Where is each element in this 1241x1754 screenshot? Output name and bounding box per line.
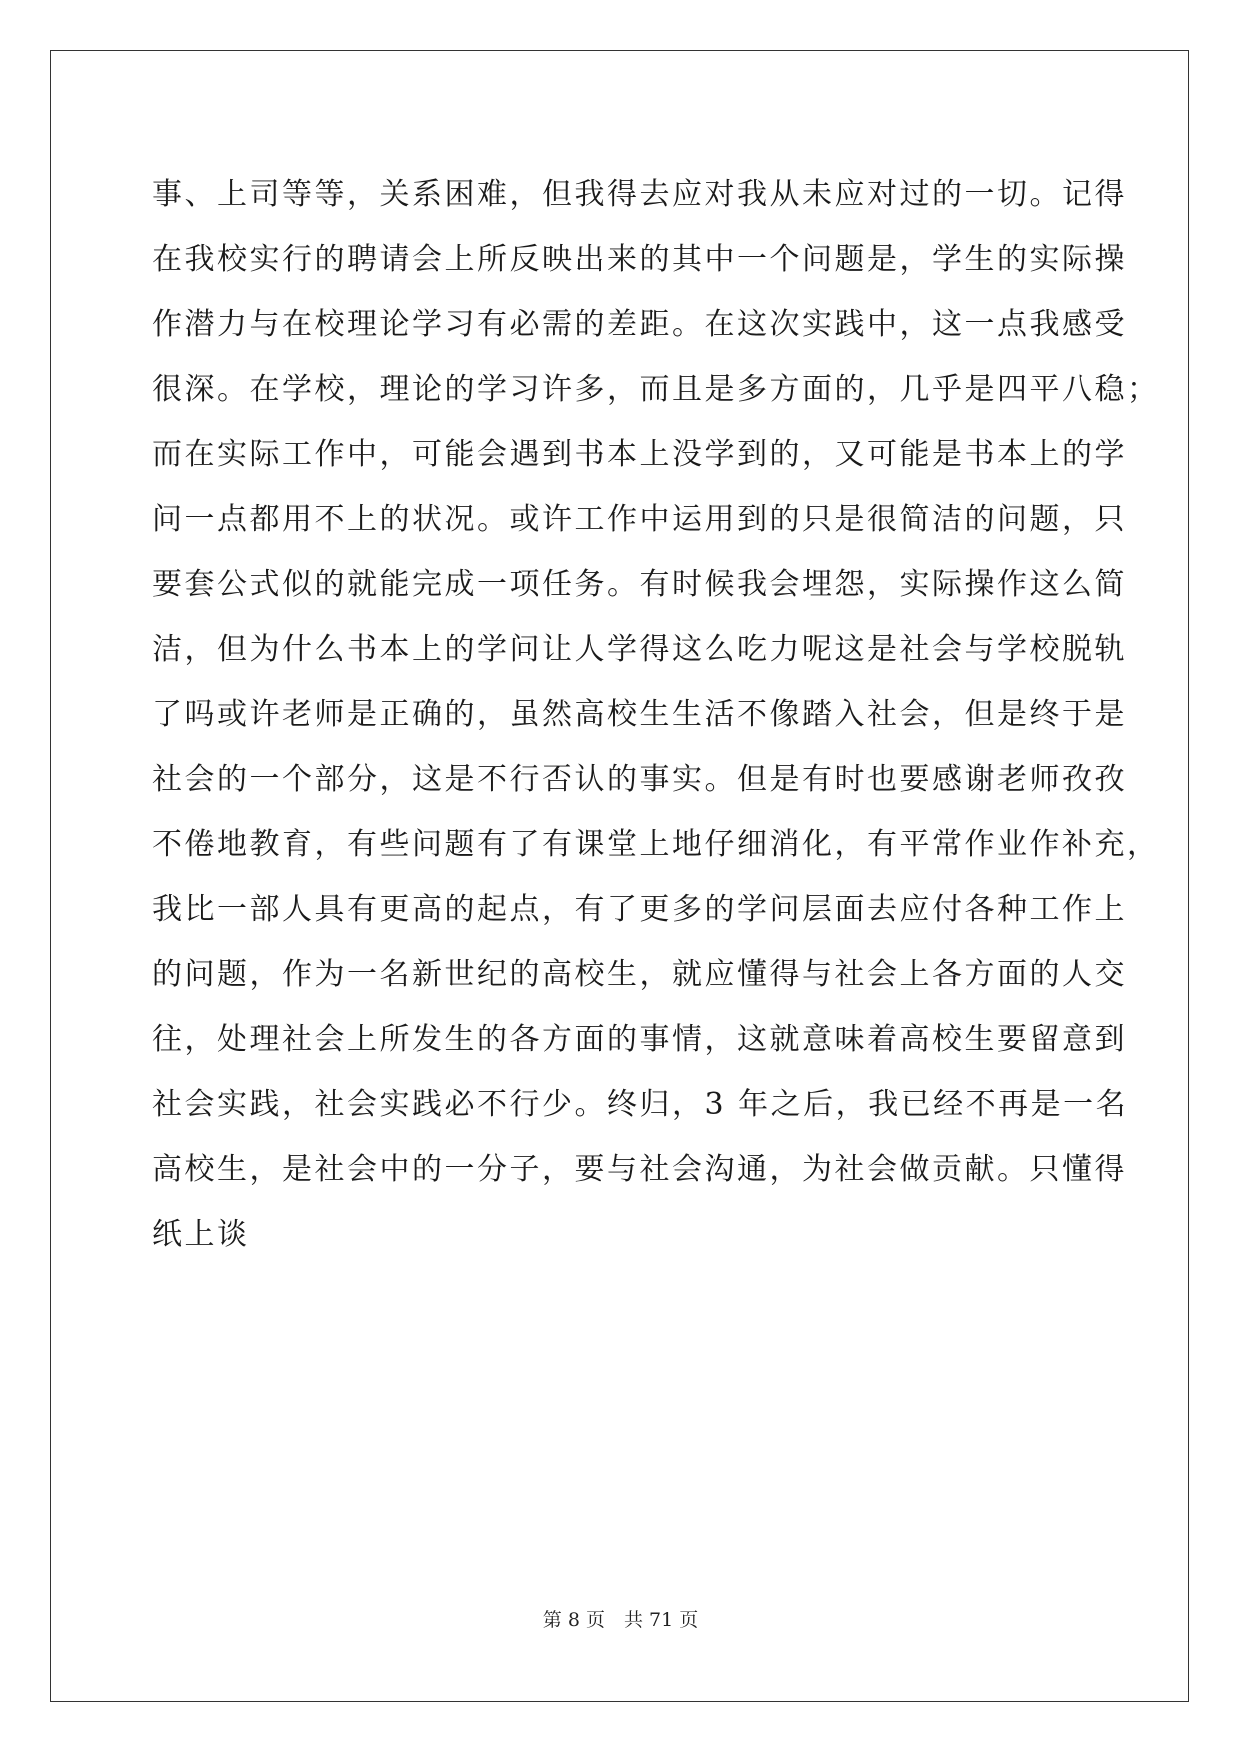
text-line: 不倦地教育，有些问题有了有课堂上地仔细消化，有平常作业作补充， [152,827,1160,862]
text-line: 很深。在学校，理论的学习许多，而且是多方面的，几乎是四平八稳； [152,372,1160,407]
document-body [152,162,1160,1267]
text-line: 问一点都用不上的状况。或许工作中运用到的只是很简洁的问题，只 [152,502,1127,537]
text-line: 事、上司等等，关系困难，但我得去应对我从未应对过的一切。记得 [152,177,1127,212]
text-line: 了吗或许老师是正确的，虽然高校生生活不像踏入社会，但是终于是 [152,697,1127,732]
text-line: 作潜力与在校理论学习有必需的差距。在这次实践中，这一点我感受 [152,307,1127,342]
text-line: 洁，但为什么书本上的学问让人学得这么吃力呢这是社会与学校脱轨 [152,632,1127,667]
text-line: 纸上谈 [152,1217,250,1252]
page-number-footer: 第 8 页 共 71 页 [542,1609,699,1631]
text-line: 在我校实行的聘请会上所反映出来的其中一个问题是，学生的实际操 [152,242,1127,277]
text-line: 往，处理社会上所发生的各方面的事情，这就意味着高校生要留意到 [152,1022,1127,1057]
text-line: 而在实际工作中，可能会遇到书本上没学到的，又可能是书本上的学 [152,437,1127,472]
text-line: 社会的一个部分，这是不行否认的事实。但是有时也要感谢老师孜孜 [152,762,1127,797]
text-line: 社会实践，社会实践必不行少。终归，3 年之后，我已经不再是一名 [152,1087,1129,1122]
text-line: 的问题，作为一名新世纪的高校生，就应懂得与社会上各方面的人交 [152,957,1127,992]
text-line: 高校生，是社会中的一分子，要与社会沟通，为社会做贡献。只懂得 [152,1152,1127,1187]
text-line: 我比一部人具有更高的起点，有了更多的学问层面去应付各种工作上 [152,892,1127,927]
text-line: 要套公式似的就能完成一项任务。有时候我会埋怨，实际操作这么简 [152,567,1127,602]
